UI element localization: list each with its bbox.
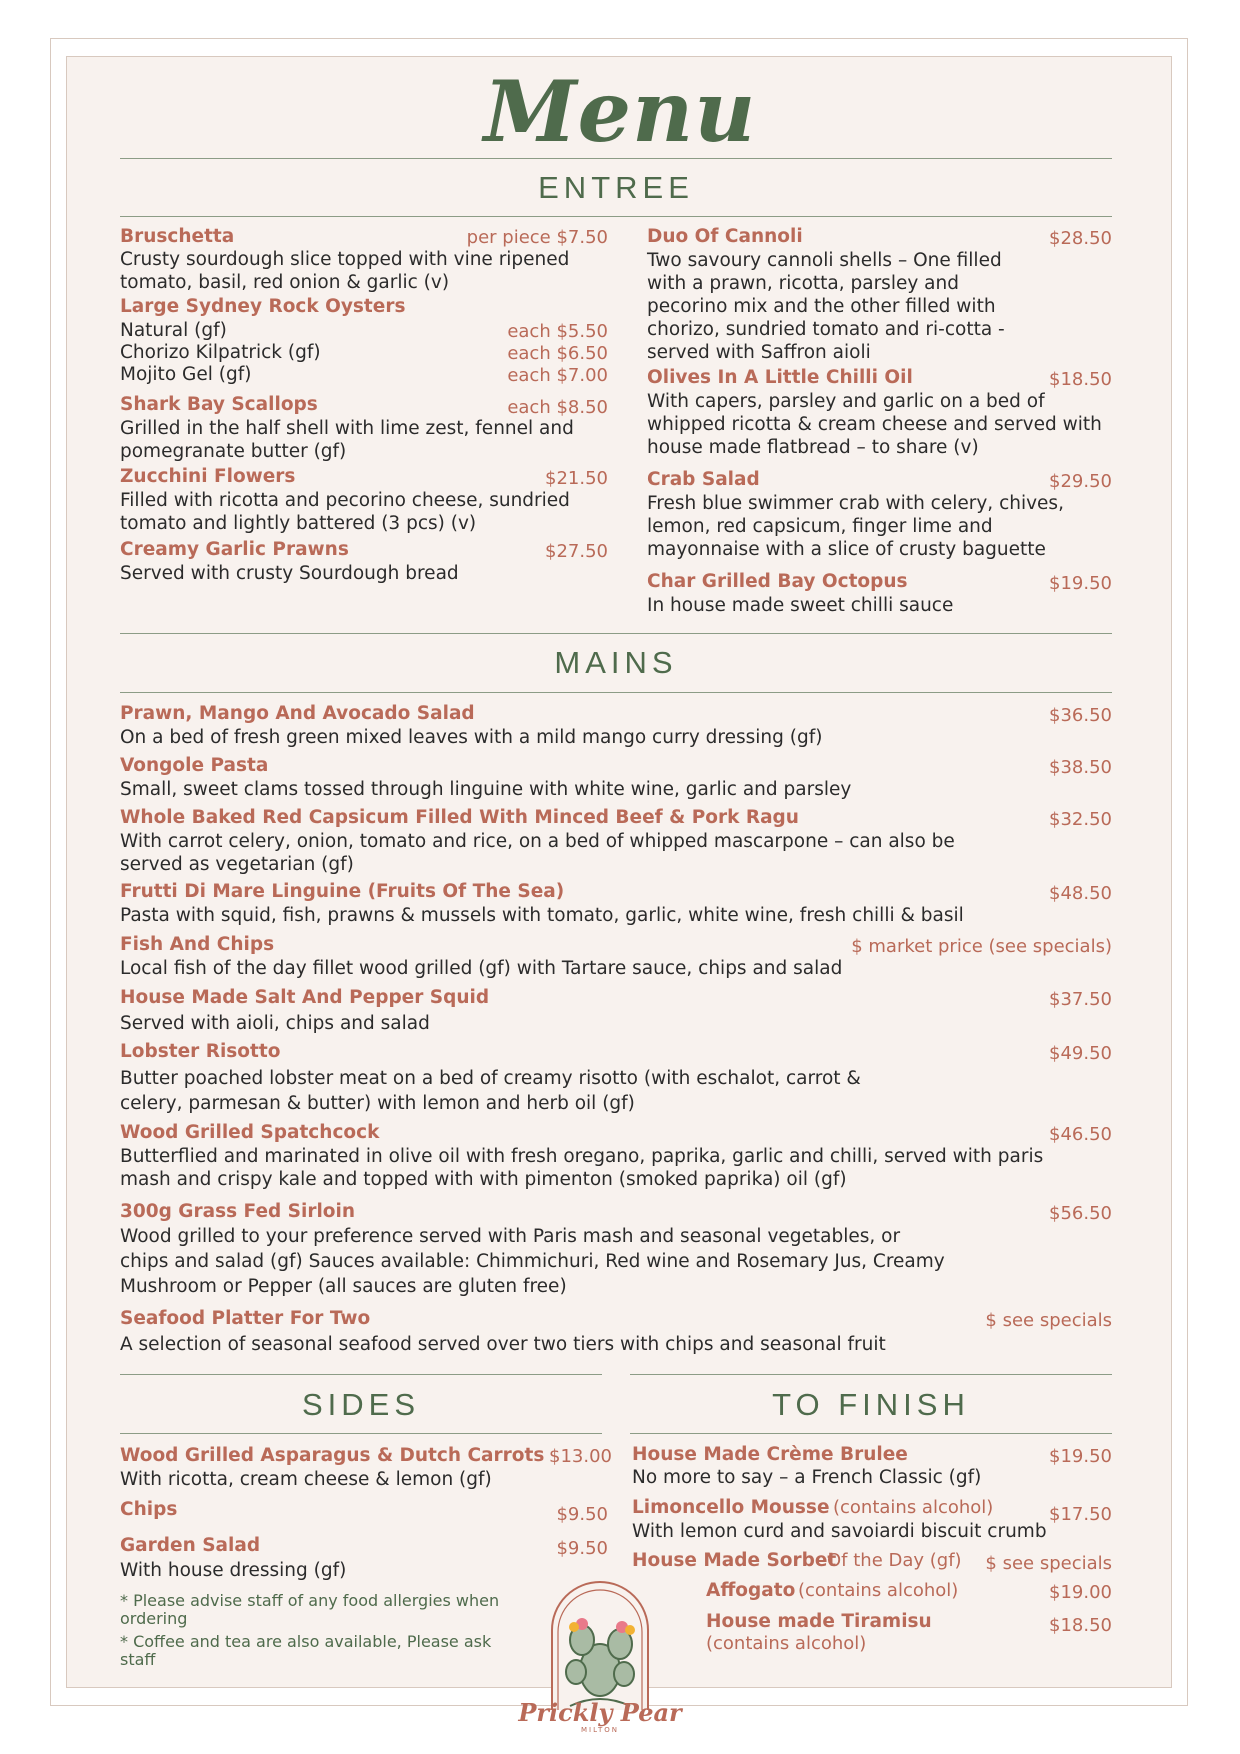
item-desc: With ricotta, cream cheese & lemon (gf) [120,1469,492,1490]
item-name: House Made Salt And Pepper Squid [120,987,490,1008]
item-price: $27.50 [545,541,608,562]
section-mains: MAINS [554,645,678,680]
divider [630,1374,1112,1375]
sorbet-note: Of the Day (gf) [827,1550,962,1571]
logo-text: Prickly Pear [518,1698,682,1727]
item-desc: Small, sweet clams tossed through linguine with white wine, garlic and parsley [120,779,852,800]
item-price: $28.50 [1049,228,1112,249]
item-name: House made Tiramisu [706,1611,932,1632]
item-price: each $5.50 [507,321,608,342]
item-price: $19.50 [1049,1446,1112,1467]
alcohol-note: (contains alcohol) [798,1580,959,1601]
item-name: Wood Grilled Asparagus & Dutch Carrots [120,1445,545,1466]
item-name: Crab Salad [647,469,760,490]
item-price: $18.50 [1049,369,1112,390]
item-name: Large Sydney Rock Oysters [120,296,406,317]
item-name: Zucchini Flowers [120,466,296,487]
item-desc: With carrot celery, onion, tomato and rice, on a bed of whipped mascarpone – can also be served as vegetarian (gf) [120,831,955,875]
divider [120,158,1112,159]
item-price: $9.50 [556,1504,608,1525]
item-desc: Pasta with squid, fish, prawns & mussels with tomato, garlic, white wine, fresh chilli & basil [120,905,964,926]
item-desc: No more to say – a French Classic (gf) [632,1467,982,1488]
divider [120,1433,602,1434]
item-desc: Butter poached lobster meat on a bed of creamy risotto (with eschalot, carrot & celery, parmesan & butter) with lemon and herb oil (gf) [120,1068,861,1114]
divider [630,1433,1112,1434]
divider [120,1374,602,1375]
item-name: Chips [120,1499,178,1520]
divider [120,692,1112,693]
item-name: Vongole Pasta [120,755,269,776]
divider [120,216,1112,217]
item-name: Char Grilled Bay Octopus [647,571,908,592]
item-desc: A selection of seasonal seafood served over two tiers with chips and seasonal fruit [120,1334,886,1355]
item-desc: With house dressing (gf) [120,1560,347,1581]
item-desc: On a bed of fresh green mixed leaves with a mild mango curry dressing (gf) [120,727,823,748]
item-name: Fish And Chips [120,934,275,955]
item-name: Garden Salad [120,1535,261,1556]
item-desc: In house made sweet chilli sauce [647,595,954,616]
section-sides: SIDES [301,1387,421,1422]
oyster-option: Mojito Gel (gf) [120,364,252,385]
divider [120,633,1112,634]
item-desc: Served with crusty Sourdough bread [120,563,459,584]
item-price: each $7.00 [507,365,608,386]
item-price: $49.50 [1049,1043,1112,1064]
menu-title: Menu [483,62,757,161]
item-price: $32.50 [1049,809,1112,830]
logo-subtext: MILTON [580,1726,620,1734]
item-price: $ market price (see specials) [851,936,1112,957]
alcohol-note: (contains alcohol) [833,1497,994,1518]
item-name: Frutti Di Mare Linguine (Fruits Of The Sea) [120,881,565,902]
allergy-note: * Please advise staff of any food allergies when ordering [120,1591,500,1628]
item-price: $36.50 [1049,705,1112,726]
item-name: Duo Of Cannoli [647,226,803,247]
item-desc: With lemon curd and savoiardi biscuit crumb [632,1521,1047,1542]
item-price: $17.50 [1049,1504,1112,1525]
item-name: Olives In A Little Chilli Oil [647,367,913,388]
item-name: Prawn, Mango And Avocado Salad [120,703,475,724]
item-price: $13.00 [549,1446,612,1467]
item-name: Limoncello Mousse [632,1497,830,1518]
coffee-note: * Coffee and tea are also available, Please ask staff [120,1632,492,1669]
item-name: 300g Grass Fed Sirloin [120,1201,356,1222]
item-desc: Crusty sourdough slice topped with vine ripened tomato, basil, red onion & garlic (v) [120,249,570,293]
section-finish: TO FINISH [772,1387,970,1422]
oyster-option: Natural (gf) [120,320,227,341]
item-name: Shark Bay Scallops [120,394,318,415]
item-price: $9.50 [556,1538,608,1559]
item-desc: Grilled in the half shell with lime zest, fennel and pomegranate butter (gf) [120,418,574,462]
oyster-option: Chorizo Kilpatrick (gf) [120,342,321,363]
item-name: Lobster Risotto [120,1041,281,1062]
item-desc: Local fish of the day fillet wood grilled (gf) with Tartare sauce, chips and salad [120,958,843,979]
item-name: Creamy Garlic Prawns [120,539,349,560]
item-desc: Two savoury cannoli shells – One filled with a prawn, ricotta, parsley and pecorino mix and the other filled with chorizo, sundried tomato and ri-cotta - served with Saffron aioli [647,250,1005,363]
item-desc: Filled with ricotta and pecorino cheese, sundried tomato and lightly battered (3 pcs) (v) [120,490,570,534]
section-entree: ENTREE [538,170,694,205]
item-name: Whole Baked Red Capsicum Filled With Minced Beef & Pork Ragu [120,807,799,828]
item-desc: Served with aioli, chips and salad [120,1013,430,1034]
item-price: $29.50 [1049,471,1112,492]
alcohol-note: (contains alcohol) [706,1633,867,1654]
item-price: $18.50 [1049,1615,1112,1636]
prickly-pear-logo [512,1560,688,1740]
item-price: $56.50 [1049,1203,1112,1224]
item-name: Affogato [706,1580,796,1601]
item-desc: Fresh blue swimmer crab with celery, chives, lemon, red capsicum, finger lime and mayonnaise with a slice of crusty baguette [647,493,1064,560]
item-price: $19.50 [1049,573,1112,594]
item-name: House Made Crème Brulee [632,1444,908,1465]
item-price: each $8.50 [507,397,608,418]
item-price: $ see specials [985,1310,1112,1331]
item-price: $46.50 [1049,1124,1112,1145]
item-price: per piece $7.50 [466,227,608,248]
item-name: House Made Sorbet [632,1550,837,1571]
item-desc: With capers, parsley and garlic on a bed of whipped ricotta & cream cheese and served with house made flatbread – to share (v) [647,391,1102,458]
item-price: $37.50 [1049,989,1112,1010]
item-price: $38.50 [1049,757,1112,778]
item-price: $21.50 [545,468,608,489]
item-price: each $6.50 [507,343,608,364]
item-name: Wood Grilled Spatchcock [120,1122,380,1143]
item-price: $ see specials [985,1553,1112,1574]
item-desc: Wood grilled to your preference served with Paris mash and seasonal vegetables, or chips and salad (gf) Sauces available: Chimmichuri, Red wine and Rosemary Jus, Creamy Mushroom or Pepper (all sauces are gluten free) [120,1226,945,1297]
item-price: $19.00 [1049,1582,1112,1603]
item-name: Bruschetta [120,226,235,247]
item-price: $48.50 [1049,883,1112,904]
item-desc: Butterflied and marinated in olive oil with fresh oregano, paprika, garlic and chilli, served with paris mash and crispy kale and topped with with pimenton (smoked paprika) oil (gf) [120,1146,1044,1190]
item-name: Seafood Platter For Two [120,1308,371,1329]
